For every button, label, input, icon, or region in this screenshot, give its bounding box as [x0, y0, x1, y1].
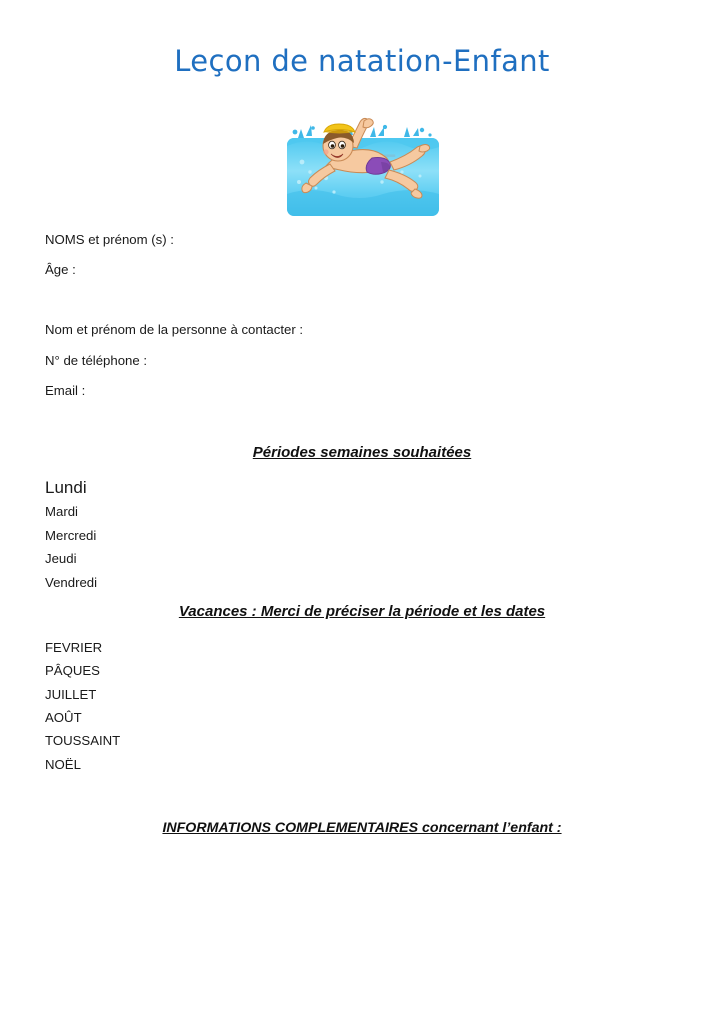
list-item-vendredi: Vendredi	[45, 574, 98, 590]
list-item-jeudi: Jeudi	[45, 551, 77, 567]
list-item-fevrier: FEVRIER	[45, 640, 103, 655]
holiday-period-list	[45, 636, 120, 776]
label-noms-prenoms: NOMS et prénom (s) :	[45, 232, 174, 247]
heading-periodes-semaines: Périodes semaines souhaitées	[252, 444, 472, 461]
page-title: Leçon de natation-Enfant	[174, 44, 550, 78]
heading-vacances: Vacances : Merci de préciser la période et les dates	[178, 603, 546, 620]
list-item-aout: AOÛT	[45, 710, 82, 726]
list-item-toussaint: TOUSSAINT	[45, 733, 121, 749]
label-email: Email :	[45, 383, 86, 398]
list-item-lundi: Lundi	[45, 478, 87, 497]
label-phone-number: N° de téléphone :	[45, 353, 148, 368]
list-item-mardi: Mardi	[45, 504, 78, 520]
swimming-boy-illustration	[286, 110, 440, 218]
list-item-mercredi: Mercredi	[45, 527, 97, 543]
list-item-noel: NOËL	[45, 756, 81, 772]
heading-informations-complementaires: INFORMATIONS COMPLEMENTAIRES concernant l’enfant :	[162, 820, 562, 836]
day-list	[45, 476, 97, 594]
list-item-paques: PÂQUES	[45, 663, 100, 679]
label-age: Âge :	[45, 262, 76, 277]
list-item-juillet: JUILLET	[45, 686, 97, 702]
label-contact-person: Nom et prénom de la personne à contacter :	[45, 322, 304, 337]
